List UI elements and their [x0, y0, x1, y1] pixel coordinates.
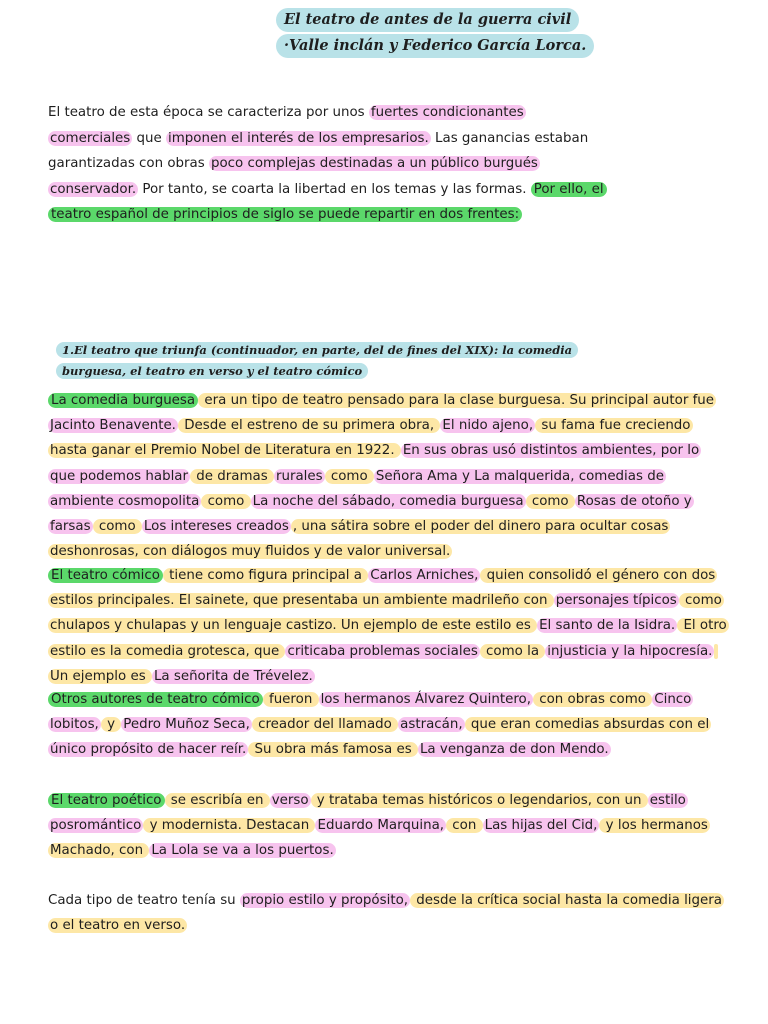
- highlight-green: El teatro cómico: [48, 568, 163, 583]
- conclusion-text: Cada tipo de teatro tenía su: [48, 893, 240, 908]
- highlight-yellow: fueron: [264, 692, 317, 707]
- highlight-green: Por ello, el teatro español de principios de siglo se puede repartir en dos frentes:: [48, 182, 607, 223]
- highlight-pink: El santo de la Isidra.: [539, 618, 676, 634]
- highlight-pink: astracán,: [400, 717, 463, 733]
- highlight-yellow: Un ejemplo es: [48, 644, 718, 684]
- highlight-pink: Carlos Arniches,: [370, 568, 479, 583]
- highlight-pink: imponen el interés de los empresarios.: [168, 130, 429, 146]
- highlight-pink: Pedro Muñoz Seca,: [123, 717, 250, 733]
- highlight-yellow: con obras como: [535, 692, 651, 707]
- intro-text: Por tanto, se coarta la libertad en los temas y las formas.: [138, 181, 531, 197]
- highlight-yellow: era un tipo de teatro pensado para la clase burguesa. Su principal autor fue: [200, 393, 715, 408]
- highlight-yellow: y los hermanos Machado, con: [50, 818, 708, 859]
- section-heading-text: 1.El teatro que triunfa (continuador, en parte, del de fines del XIX): la comedia burguesa, el teatro en verso y el teatro cómico: [56, 342, 578, 379]
- title-line-2: ·Valle inclán y Federico García Lorca.: [276, 34, 594, 58]
- highlight-yellow: Desde el estreno de su primera obra,: [179, 418, 439, 434]
- highlight-pink: Rosas de otoño y farsas: [50, 493, 692, 535]
- highlight-pink: los hermanos Álvarez Quintero,: [320, 692, 531, 707]
- highlight-pink: La Lola se va a los puertos.: [151, 843, 334, 859]
- paragraph-teatro-poetico: [48, 788, 728, 864]
- title-block: [276, 8, 596, 60]
- highlight-yellow: su fama fue creciendo hasta ganar el Premio Nobel de Literatura en 1922.: [50, 418, 691, 459]
- paragraph-otros-autores: [48, 687, 728, 763]
- highlight-yellow: quien consolidó el género con dos estilos principales. El sainete, que presentaba un ambiente madrileño con: [50, 568, 716, 609]
- intro-text: El teatro de esta época se caracteriza por unos: [48, 105, 369, 120]
- highlight-green: La comedia burguesa: [48, 393, 198, 408]
- highlight-yellow: tiene como figura principal a: [164, 568, 367, 583]
- highlight-pink: verso: [271, 793, 309, 808]
- highlight-yellow: El otro estilo es la comedia grotesca, que: [50, 618, 727, 659]
- highlight-pink: Cinco lobitos,: [50, 692, 692, 733]
- highlight-pink: La noche del sábado, comedia burguesa: [252, 493, 524, 509]
- highlight-yellow: desde la crítica social hasta la comedia ligera o el teatro en verso.: [50, 893, 722, 934]
- highlight-pink: fuertes condicionantes comerciales: [50, 105, 524, 146]
- highlight-yellow: como la: [481, 643, 544, 659]
- section-heading: [56, 340, 576, 382]
- highlight-yellow: Su obra más famosa es: [250, 742, 416, 758]
- highlight-pink: propio estilo y propósito,: [241, 893, 409, 908]
- highlight-pink: poco complejas destinadas a un público burgués conservador.: [50, 156, 538, 197]
- highlight-pink: Jacinto Benavente.: [50, 418, 176, 434]
- highlight-pink: injusticia y la hipocresía.: [547, 643, 713, 659]
- highlight-pink: El nido ajeno,: [442, 418, 534, 434]
- highlight-pink: La señorita de Trévelez.: [153, 668, 313, 684]
- highlight-pink: Los intereses creados: [143, 519, 289, 535]
- paragraph-conclusion: [48, 888, 728, 938]
- highlight-yellow: como: [527, 493, 573, 509]
- highlight-yellow: , una sátira sobre el poder del dinero para ocultar cosas deshonrosas, con diálogos muy fluidos y de valor universal.: [50, 519, 669, 560]
- highlight-pink: personajes típicos: [555, 593, 677, 609]
- highlight-pink: La venganza de don Mendo.: [419, 742, 609, 758]
- highlight-yellow: se escribía en: [166, 793, 268, 808]
- highlight-yellow: como: [326, 468, 372, 484]
- intro-text: que: [132, 130, 167, 146]
- intro-paragraph: [48, 100, 608, 228]
- highlight-green: El teatro poético: [48, 793, 165, 808]
- intro-text: Las ganancias estaban garantizadas con obras: [48, 130, 589, 171]
- highlight-pink: rurales: [275, 468, 323, 484]
- highlight-pink: Señora Ama y La malquerida, comedias de ambiente cosmopolita: [50, 468, 664, 509]
- highlight-yellow: creador del llamado: [253, 717, 397, 733]
- highlight-yellow: como: [203, 493, 249, 509]
- title-line-1: El teatro de antes de la guerra civil: [276, 8, 579, 32]
- highlight-yellow: que eran comedias absurdas con el: [466, 717, 710, 733]
- highlight-pink: criticaba problemas sociales: [287, 643, 478, 659]
- highlight-yellow: como: [94, 519, 140, 535]
- highlight-green: Otros autores de teatro cómico: [48, 692, 263, 707]
- paragraph-teatro-comico: [48, 563, 728, 689]
- highlight-yellow: con: [448, 818, 481, 834]
- highlight-yellow: y trataba temas históricos o legendarios, con un: [312, 793, 646, 808]
- highlight-yellow: y: [102, 717, 120, 733]
- highlight-yellow: y modernista. Destacan: [145, 818, 314, 834]
- highlight-pink: Las hijas del Cid,: [484, 818, 598, 834]
- highlight-pink: Eduardo Marquina,: [317, 818, 445, 834]
- highlight-pink: En sus obras usó distintos ambientes, por lo que podemos hablar: [50, 443, 700, 484]
- highlight-yellow: de dramas: [192, 468, 272, 484]
- highlight-pink: estilo posromántico: [50, 793, 686, 834]
- paragraph-comedia-burguesa: [48, 388, 728, 564]
- highlight-yellow: como chulapos y chulapas y un lenguaje castizo. Un ejemplo de este estilo es: [50, 593, 722, 634]
- highlight-pink: único propósito de hacer reír.: [50, 742, 247, 758]
